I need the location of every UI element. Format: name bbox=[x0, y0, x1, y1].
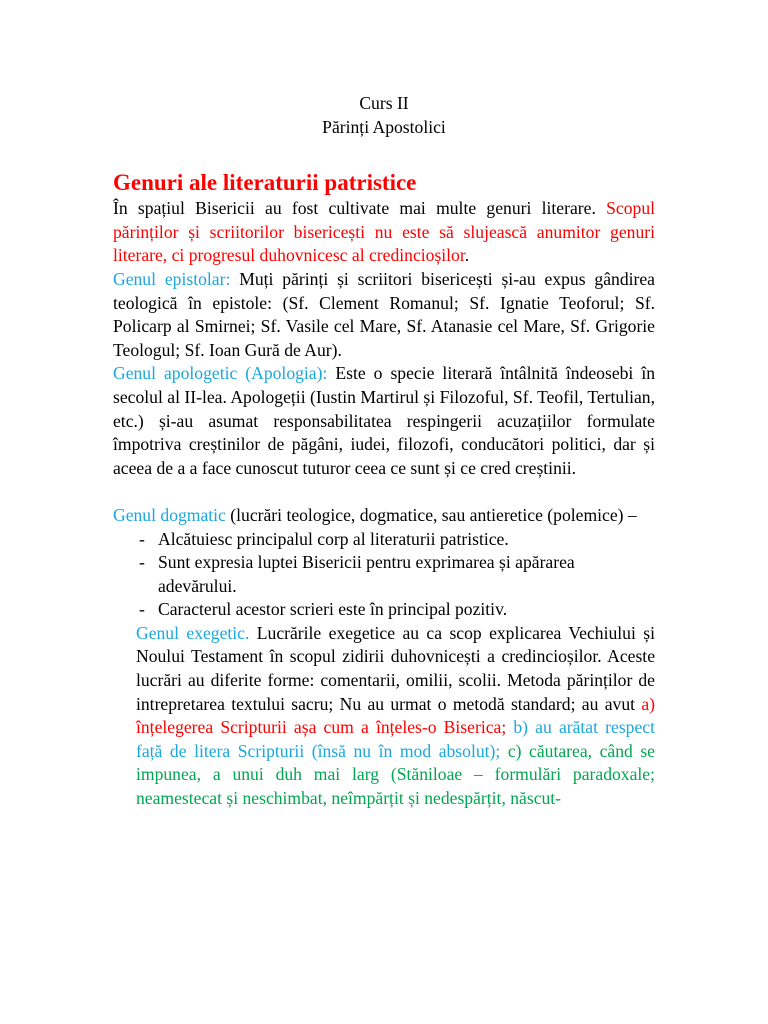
dash-bullet: - bbox=[139, 528, 145, 549]
course-subtitle: Părinți Apostolici bbox=[322, 116, 446, 137]
document-page bbox=[113, 92, 655, 811]
epistolar-text: Muți părinți și scriitori bisericești și-au expus gândirea teologică în epistole: (Sf. Clement Romanul; Sf. Ignatie Teoforul; Sf. Policarp al Smirnei; Sf. Vasile cel Mare, Sf. Atanasie cel Mare, Sf. Grigorie Teologul; Sf. Ioan Gură de Aur). bbox=[113, 268, 655, 360]
apologetic-label: Genul apologetic (Apologia): bbox=[113, 363, 328, 384]
epistolar-label: Genul epistolar: bbox=[113, 268, 231, 289]
exegetic-point-a: a) înțelegerea Scripturii așa cum a înțeles-o Biserica; bbox=[136, 693, 655, 738]
list-item bbox=[139, 551, 655, 598]
list-item bbox=[139, 598, 655, 622]
dash-bullet: - bbox=[139, 599, 145, 620]
intro-text: În spațiul Bisericii au fost cultivate mai multe genuri literare. bbox=[113, 198, 607, 219]
course-title: Curs II bbox=[359, 93, 409, 113]
apologetic-text: Este o specie literară întâlnită îndeosebi în secolul al II-lea. Apologeții (Iustin Martirul și Filozoful, Sf. Teofil, Tertulian, etc.) și-au asumat responsabilitatea respingerii acuzațiilor formulate împotriva creștinilor de păgâni, iudei, filozofi, conducători politici, dar și aceea de a a face cunoscut tuturor ceea ce sunt și ce cred creștinii. bbox=[113, 363, 656, 478]
exegetic-point-b: b) au arătat respect față de litera Scripturii (însă nu în mod absolut); bbox=[136, 717, 655, 761]
exegetic-text: Lucrările exegetice au ca scop explicarea Vechiului și Noului Testament în scopul zidirii duhovnicești a credincioșilor. Aceste lucrări au diferite forme: comentarii, omilii, scolii. Metoda părinților de intrepretarea textului sacru; Nu au urmat o metodă standard; au avut bbox=[136, 622, 655, 714]
intro-end: . bbox=[464, 245, 470, 266]
apologetic-paragraph bbox=[113, 362, 655, 480]
dogmatic-list bbox=[113, 528, 655, 622]
dash-bullet: - bbox=[139, 552, 145, 573]
dogmatic-text: (lucrări teologice, dogmatice, sau antieretice (polemice) – bbox=[225, 504, 637, 525]
dogmatic-label: Genul dogmatic bbox=[113, 504, 226, 525]
intro-paragraph bbox=[113, 197, 655, 268]
exegetic-label: Genul exegetic. bbox=[136, 622, 250, 643]
exegetic-point-c: c) căutarea, când se impunea, a unui duh mai larg (Stăniloae – formulări paradoxale; neamestecat și neschimbat, neîmpărțit și nedespărțit, născut- bbox=[136, 740, 655, 809]
list-item-text: Alcătuiesc principalul corp al literaturii patristice. bbox=[158, 528, 509, 549]
exegetic-paragraph bbox=[136, 622, 655, 811]
dogmatic-paragraph bbox=[113, 504, 655, 528]
course-header bbox=[113, 92, 655, 139]
epistolar-paragraph bbox=[113, 268, 655, 362]
intro-highlight: Scopul părinților și scriitorilor bisericești nu este să slujească anumitor genuri literare, ci progresul duhovnicesc al credincioșilor bbox=[113, 198, 655, 266]
list-item-text: Caracterul acestor scrieri este în principal pozitiv. bbox=[158, 599, 508, 620]
list-item bbox=[139, 528, 655, 552]
list-item-text: Sunt expresia luptei Bisericii pentru exprimarea și apărarea adevărului. bbox=[158, 552, 575, 596]
section-heading: Genuri ale literaturii patristice bbox=[113, 170, 417, 196]
paragraph-gap bbox=[113, 480, 655, 504]
